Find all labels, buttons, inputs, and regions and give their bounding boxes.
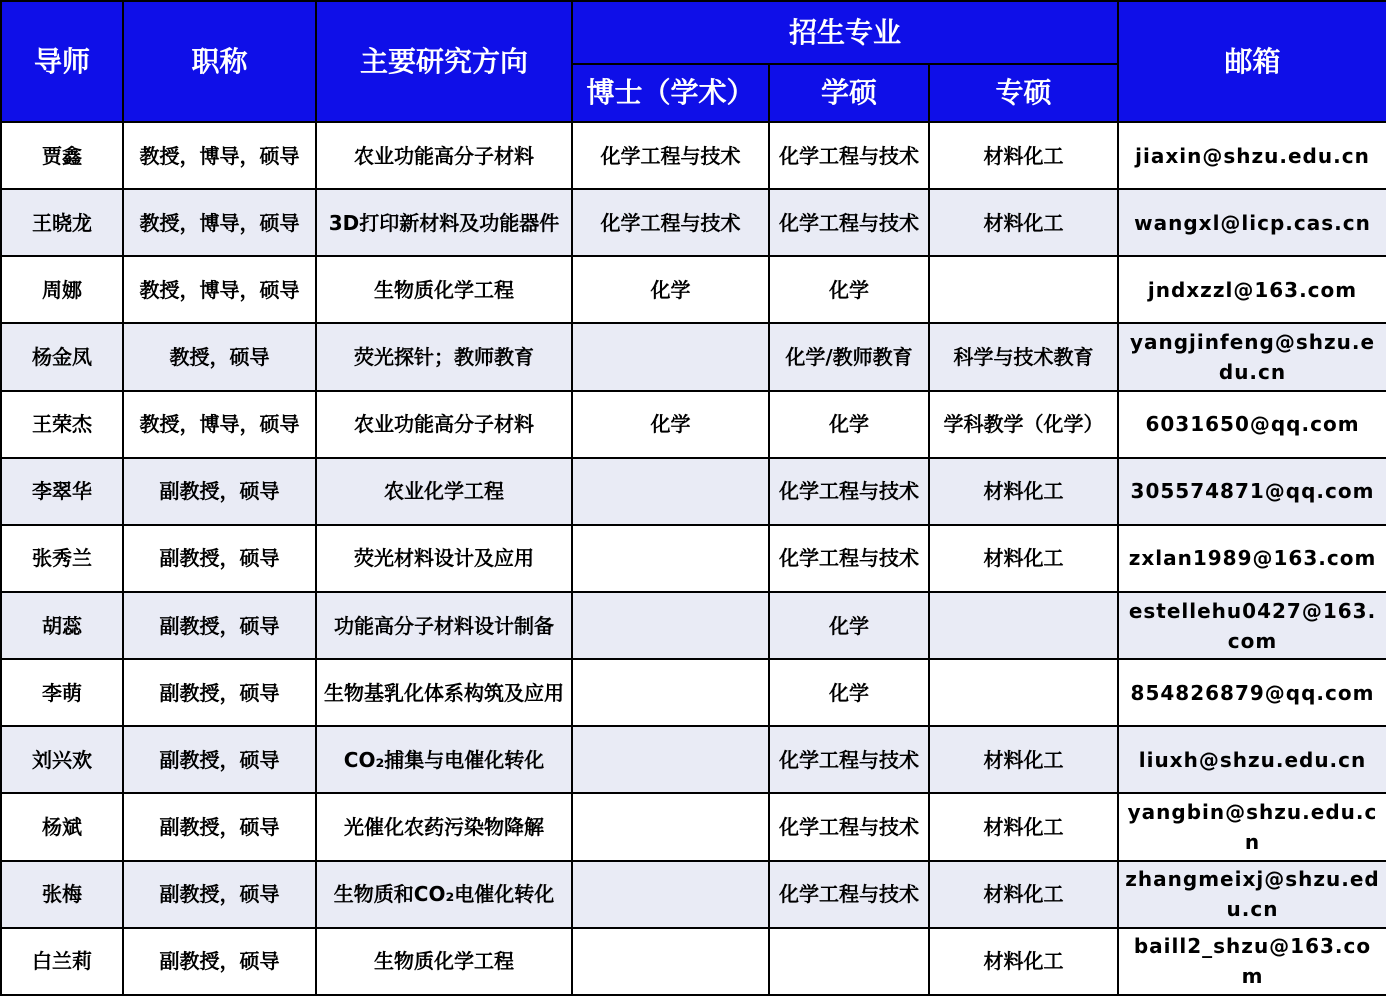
academic-master-cell: 化学工程与技术 — [769, 525, 929, 592]
academic-master-cell: 化学 — [769, 391, 929, 458]
table-row — [1, 861, 1386, 928]
research-direction-cell: CO₂捕集与电催化转化 — [316, 726, 572, 793]
professional-master-cell: 材料化工 — [929, 861, 1118, 928]
advisor-name-cell: 杨斌 — [1, 793, 123, 860]
academic-master-cell: 化学工程与技术 — [769, 189, 929, 256]
research-direction-cell: 荧光材料设计及应用 — [316, 525, 572, 592]
research-direction-cell: 农业功能高分子材料 — [316, 122, 572, 189]
table-row — [1, 726, 1386, 793]
header-academic-master: 学硕 — [769, 64, 929, 122]
table-row — [1, 323, 1386, 390]
email-cell: estellehu0427@163.com — [1118, 592, 1386, 659]
email-cell: jndxzzl@163.com — [1118, 256, 1386, 323]
research-direction-cell: 生物基乳化体系构筑及应用 — [316, 659, 572, 726]
phd-major-cell — [572, 928, 769, 995]
advisor-name-cell: 周娜 — [1, 256, 123, 323]
phd-major-cell — [572, 793, 769, 860]
table-row — [1, 458, 1386, 525]
phd-major-cell — [572, 659, 769, 726]
advisor-name-cell: 张秀兰 — [1, 525, 123, 592]
advisor-title-cell: 副教授，硕导 — [123, 793, 316, 860]
research-direction-cell: 功能高分子材料设计制备 — [316, 592, 572, 659]
email-cell: jiaxin@shzu.edu.cn — [1118, 122, 1386, 189]
email-cell: zxlan1989@163.com — [1118, 525, 1386, 592]
header-email: 邮箱 — [1118, 1, 1386, 122]
advisor-name-cell: 李翠华 — [1, 458, 123, 525]
email-cell: baill2_shzu@163.com — [1118, 928, 1386, 995]
table-row — [1, 525, 1386, 592]
academic-master-cell: 化学工程与技术 — [769, 861, 929, 928]
academic-master-cell — [769, 928, 929, 995]
email-cell: 6031650@qq.com — [1118, 391, 1386, 458]
professional-master-cell — [929, 256, 1118, 323]
email-cell: yangjinfeng@shzu.edu.cn — [1118, 323, 1386, 390]
table-body — [1, 122, 1386, 995]
professional-master-cell: 材料化工 — [929, 189, 1118, 256]
table-row — [1, 659, 1386, 726]
phd-major-cell: 化学 — [572, 256, 769, 323]
research-direction-cell: 生物质和CO₂电催化转化 — [316, 861, 572, 928]
header-title: 职称 — [123, 1, 316, 122]
phd-major-cell: 化学工程与技术 — [572, 189, 769, 256]
academic-master-cell: 化学 — [769, 256, 929, 323]
research-direction-cell: 农业功能高分子材料 — [316, 391, 572, 458]
phd-major-cell — [572, 525, 769, 592]
header-research: 主要研究方向 — [316, 1, 572, 122]
email-cell: yangbin@shzu.edu.cn — [1118, 793, 1386, 860]
phd-major-cell — [572, 323, 769, 390]
advisor-title-cell: 副教授，硕导 — [123, 592, 316, 659]
header-advisor: 导师 — [1, 1, 123, 122]
advisor-title-cell: 教授，博导，硕导 — [123, 256, 316, 323]
academic-master-cell: 化学 — [769, 659, 929, 726]
phd-major-cell — [572, 861, 769, 928]
advisor-name-cell: 李萌 — [1, 659, 123, 726]
table-row — [1, 793, 1386, 860]
professional-master-cell — [929, 659, 1118, 726]
advisor-title-cell: 教授，博导，硕导 — [123, 122, 316, 189]
phd-major-cell — [572, 592, 769, 659]
research-direction-cell: 光催化农药污染物降解 — [316, 793, 572, 860]
advisor-name-cell: 白兰莉 — [1, 928, 123, 995]
academic-master-cell: 化学工程与技术 — [769, 793, 929, 860]
phd-major-cell: 化学工程与技术 — [572, 122, 769, 189]
advisor-title-cell: 副教授，硕导 — [123, 458, 316, 525]
professional-master-cell — [929, 592, 1118, 659]
research-direction-cell: 农业化学工程 — [316, 458, 572, 525]
advisor-title-cell: 副教授，硕导 — [123, 659, 316, 726]
academic-master-cell: 化学工程与技术 — [769, 122, 929, 189]
phd-major-cell: 化学 — [572, 391, 769, 458]
table-row — [1, 592, 1386, 659]
advisor-title-cell: 教授，博导，硕导 — [123, 391, 316, 458]
table-row — [1, 122, 1386, 189]
advisor-title-cell: 副教授，硕导 — [123, 525, 316, 592]
table-row — [1, 256, 1386, 323]
advisor-name-cell: 张梅 — [1, 861, 123, 928]
academic-master-cell: 化学工程与技术 — [769, 458, 929, 525]
advisor-name-cell: 刘兴欢 — [1, 726, 123, 793]
table-row — [1, 928, 1386, 995]
academic-master-cell: 化学/教师教育 — [769, 323, 929, 390]
advisor-name-cell: 贾鑫 — [1, 122, 123, 189]
header-enrollment: 招生专业 — [572, 1, 1118, 64]
header-phd: 博士（学术） — [572, 64, 769, 122]
research-direction-cell: 3D打印新材料及功能器件 — [316, 189, 572, 256]
professional-master-cell: 材料化工 — [929, 122, 1118, 189]
professional-master-cell: 材料化工 — [929, 726, 1118, 793]
email-cell: wangxl@licp.cas.cn — [1118, 189, 1386, 256]
email-cell: 854826879@qq.com — [1118, 659, 1386, 726]
header-professional-master: 专硕 — [929, 64, 1118, 122]
academic-master-cell: 化学 — [769, 592, 929, 659]
research-direction-cell: 生物质化学工程 — [316, 928, 572, 995]
advisor-name-cell: 王荣杰 — [1, 391, 123, 458]
table-row — [1, 189, 1386, 256]
email-cell: liuxh@shzu.edu.cn — [1118, 726, 1386, 793]
phd-major-cell — [572, 458, 769, 525]
academic-master-cell: 化学工程与技术 — [769, 726, 929, 793]
professional-master-cell: 材料化工 — [929, 793, 1118, 860]
advisor-title-cell: 教授，博导，硕导 — [123, 189, 316, 256]
advisor-title-cell: 副教授，硕导 — [123, 928, 316, 995]
advisor-title-cell: 教授，硕导 — [123, 323, 316, 390]
advisor-name-cell: 胡蕊 — [1, 592, 123, 659]
advisor-title-cell: 副教授，硕导 — [123, 861, 316, 928]
phd-major-cell — [572, 726, 769, 793]
advisor-name-cell: 王晓龙 — [1, 189, 123, 256]
email-cell: 305574871@qq.com — [1118, 458, 1386, 525]
advisor-name-cell: 杨金凤 — [1, 323, 123, 390]
table-row — [1, 391, 1386, 458]
professional-master-cell: 科学与技术教育 — [929, 323, 1118, 390]
research-direction-cell: 荧光探针；教师教育 — [316, 323, 572, 390]
research-direction-cell: 生物质化学工程 — [316, 256, 572, 323]
professional-master-cell: 学科教学（化学） — [929, 391, 1118, 458]
table-header — [1, 1, 1386, 122]
professional-master-cell: 材料化工 — [929, 525, 1118, 592]
advisor-title-cell: 副教授，硕导 — [123, 726, 316, 793]
professional-master-cell: 材料化工 — [929, 458, 1118, 525]
email-cell: zhangmeixj@shzu.edu.cn — [1118, 861, 1386, 928]
professional-master-cell: 材料化工 — [929, 928, 1118, 995]
